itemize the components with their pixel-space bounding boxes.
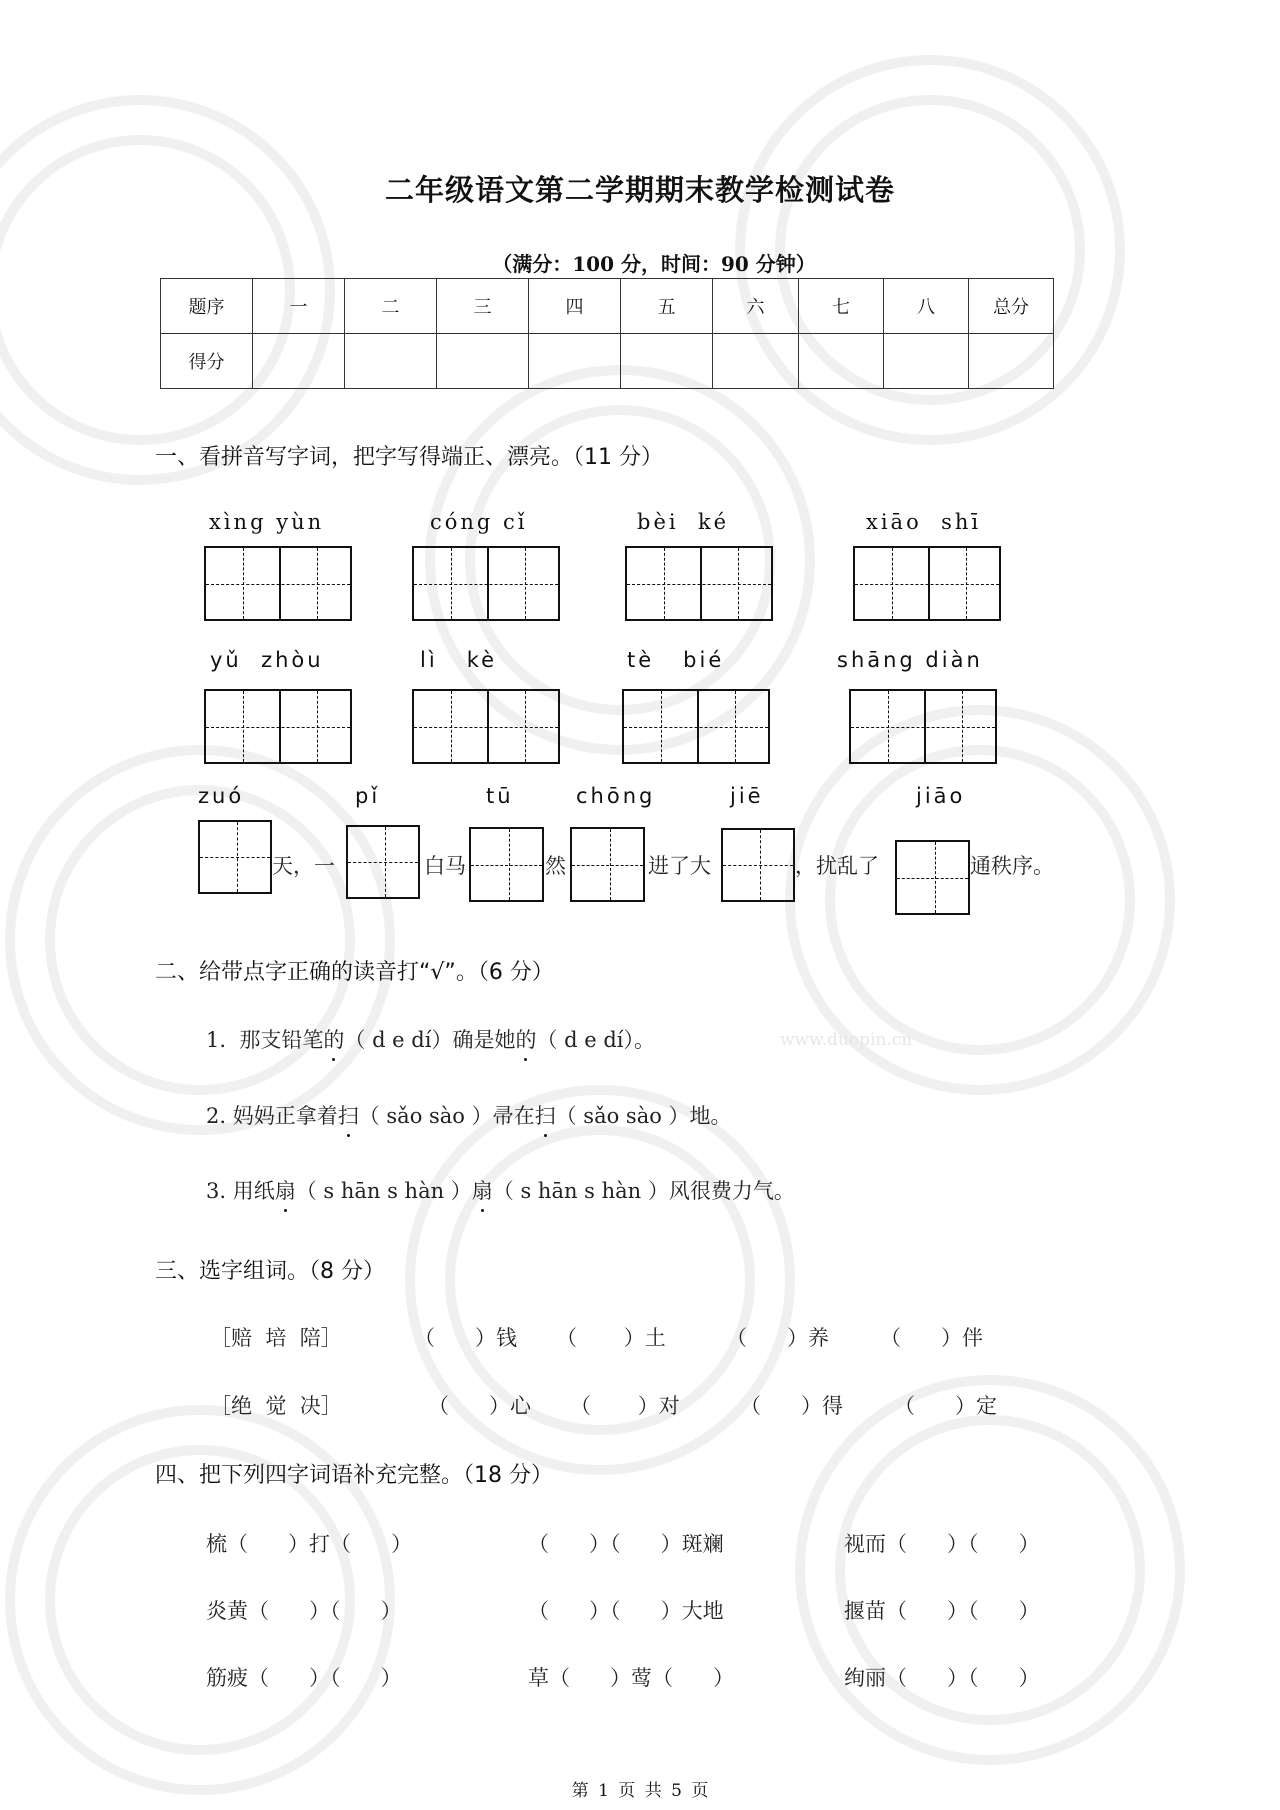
grid-guide (572, 865, 643, 866)
section4-heading: 四、把下列四字词语补充完整。（18 分） (155, 1463, 553, 1488)
option[interactable]: （ d e dí）。 (536, 1028, 656, 1052)
grid-guide (206, 727, 350, 728)
option[interactable]: （ s hān s hàn ） (295, 1179, 472, 1203)
dotted-char: 的 (515, 1028, 537, 1052)
pinyin-label: tū (486, 784, 514, 808)
dotted-char: 扇 (471, 1179, 493, 1203)
text: 3. 用纸 (206, 1179, 275, 1203)
pinyin-label: jiē (730, 784, 764, 808)
header-cell: 七 (799, 279, 884, 334)
idiom-item[interactable]: （ ）（ ）斑斓 (528, 1532, 724, 1556)
header-cell: 五 (621, 279, 713, 334)
idiom-item[interactable]: 草（ ）莺（ ） (528, 1666, 735, 1690)
header-cell: 二 (345, 279, 437, 334)
grid-guide (935, 842, 936, 913)
cell-divider (924, 691, 926, 762)
dotted-char: 扇 (274, 1179, 296, 1203)
grid-guide (200, 857, 270, 858)
pinyin-label: xiāo shī (866, 510, 982, 534)
choice-set: ［赔 培 陪］ (210, 1326, 342, 1350)
option[interactable]: （ sǎo sào ）帚在 (358, 1104, 535, 1128)
grid-guide (610, 829, 611, 900)
score-row-label: 得分 (161, 334, 253, 389)
text: 2. 妈妈正拿着 (206, 1104, 338, 1128)
blank-item[interactable]: （ ）土 (556, 1326, 666, 1350)
writing-grid[interactable] (721, 828, 795, 902)
blank-item[interactable]: （ ）养 (726, 1326, 830, 1350)
writing-grid[interactable] (198, 820, 272, 894)
page-footer: 第 1 页 共 5 页 (571, 1781, 709, 1801)
grid-guide (735, 691, 736, 762)
grid-guide (317, 548, 318, 619)
idiom-item[interactable]: 视而（ ）（ ） (844, 1532, 1040, 1556)
option[interactable]: （ sǎo sào ）地。 (555, 1104, 732, 1128)
writing-grid[interactable] (412, 689, 560, 764)
grid-guide (385, 827, 386, 897)
grid-guide (627, 584, 771, 585)
question-item-2 (206, 1100, 732, 1130)
grid-guide (414, 584, 558, 585)
exam-info: （满分：100 分，时间：90 分钟） (492, 252, 816, 276)
idiom-item[interactable]: 绚丽（ ）（ ） (844, 1666, 1040, 1690)
grid-guide (892, 548, 893, 619)
header-cell: 六 (713, 279, 799, 334)
sentence-fragment: 白马 (424, 854, 466, 878)
cell-divider (279, 548, 281, 619)
cell-divider (700, 548, 702, 619)
pinyin-label: tè bié (627, 648, 725, 672)
pinyin-label: shāng diàn (837, 648, 983, 672)
header-cell: 四 (529, 279, 621, 334)
pinyin-label: pǐ (355, 784, 381, 808)
sentence-fragment: 然 (545, 854, 566, 878)
blank-item[interactable]: （ ）伴 (880, 1326, 984, 1350)
idiom-item[interactable]: （ ）（ ）大地 (528, 1599, 724, 1623)
grid-guide (471, 865, 542, 866)
grid-guide (243, 548, 244, 619)
writing-grid[interactable] (469, 827, 544, 902)
score-cell[interactable] (529, 334, 621, 389)
question-item-1 (206, 1024, 655, 1054)
writing-grid[interactable] (346, 825, 420, 899)
section2-heading: 二、给带点字正确的读音打“√”。（6 分） (155, 960, 554, 985)
blank-item[interactable]: （ ）钱 (414, 1326, 518, 1350)
pinyin-label: zuó (198, 784, 245, 808)
writing-grid[interactable] (570, 827, 645, 902)
dotted-char: 的 (323, 1028, 345, 1052)
score-cell[interactable] (713, 334, 799, 389)
dotted-char: 扫 (337, 1104, 359, 1128)
grid-guide (888, 691, 889, 762)
page-title: 二年级语文第二学期期末教学检测试卷 (384, 173, 895, 207)
pinyin-label: chōng (576, 784, 656, 808)
idiom-item[interactable]: 筋疲（ ）（ ） (206, 1666, 402, 1690)
grid-guide (855, 584, 999, 585)
writing-grid[interactable] (895, 840, 970, 915)
grid-guide (525, 691, 526, 762)
section3-heading: 三、选字组词。（8 分） (155, 1259, 385, 1284)
idiom-item[interactable]: 揠苗（ ）（ ） (844, 1599, 1040, 1623)
score-cell[interactable] (437, 334, 529, 389)
blank-item[interactable]: （ ）心 (428, 1394, 532, 1418)
idiom-item[interactable]: 炎黄（ ）（ ） (206, 1599, 402, 1623)
grid-guide (317, 691, 318, 762)
pinyin-label: yǔ zhòu (210, 648, 324, 672)
writing-grid[interactable] (412, 546, 560, 621)
grid-guide (237, 822, 238, 892)
header-cell: 八 (884, 279, 969, 334)
pinyin-label: lì kè (420, 648, 498, 672)
header-cell: 题序 (161, 279, 253, 334)
grid-guide (738, 548, 739, 619)
grid-guide (624, 727, 768, 728)
pinyin-label: cóng cǐ (430, 510, 528, 534)
score-table-score-row (161, 334, 1054, 389)
option[interactable]: （ s hān s hàn ）风很费力气。 (492, 1179, 795, 1203)
blank-item[interactable]: （ ）得 (740, 1394, 844, 1418)
grid-guide (509, 829, 510, 900)
section1-heading: 一、看拼音写字词，把字写得端正、漂亮。（11 分） (155, 445, 663, 470)
idiom-item[interactable]: 梳（ ）打（ ） (206, 1532, 413, 1556)
choice-set: ［绝 觉 决］ (210, 1394, 342, 1418)
blank-item[interactable]: （ ）对 (570, 1394, 680, 1418)
score-cell[interactable] (969, 334, 1054, 389)
url-watermark: www.duopin.cn (780, 1030, 913, 1050)
text: 1. 那支铅笔 (206, 1028, 324, 1052)
score-cell[interactable] (345, 334, 437, 389)
score-cell[interactable] (799, 334, 884, 389)
grid-guide (897, 878, 968, 879)
grid-guide (962, 691, 963, 762)
grid-guide (451, 691, 452, 762)
score-cell[interactable] (621, 334, 713, 389)
score-cell[interactable] (884, 334, 969, 389)
score-table (160, 278, 1054, 389)
score-table-header-row (161, 279, 1054, 334)
grid-guide (451, 548, 452, 619)
header-cell: 总分 (969, 279, 1054, 334)
pinyin-label: jiāo (916, 784, 966, 808)
grid-guide (851, 727, 995, 728)
cell-divider (928, 548, 930, 619)
cell-divider (279, 691, 281, 762)
pinyin-label: bèi ké (637, 510, 730, 534)
grid-guide (966, 548, 967, 619)
header-cell: 一 (253, 279, 345, 334)
header-cell: 三 (437, 279, 529, 334)
cell-divider (697, 691, 699, 762)
grid-guide (661, 691, 662, 762)
grid-guide (206, 584, 350, 585)
sentence-fragment: ，扰乱了 (795, 854, 879, 878)
watermark-seal-ring (800, 1380, 1180, 1760)
writing-grid[interactable] (204, 546, 352, 621)
writing-grid[interactable] (625, 546, 773, 621)
writing-grid[interactable] (849, 689, 997, 764)
blank-item[interactable]: （ ）定 (894, 1394, 998, 1418)
cell-divider (487, 691, 489, 762)
grid-guide (414, 727, 558, 728)
grid-guide (243, 691, 244, 762)
grid-guide (723, 865, 793, 866)
grid-guide (664, 548, 665, 619)
writing-grid[interactable] (622, 689, 770, 764)
sentence-fragment: 通秩序。 (970, 854, 1054, 878)
cell-divider (487, 548, 489, 619)
writing-grid[interactable] (853, 546, 1001, 621)
question-item-3 (206, 1175, 795, 1205)
dotted-char: 扫 (534, 1104, 556, 1128)
watermark-seal-ring (830, 750, 1130, 1050)
sentence-fragment: 进了大 (648, 854, 711, 878)
grid-guide (348, 862, 418, 863)
pinyin-label: xìng yùn (209, 510, 325, 534)
writing-grid[interactable] (204, 689, 352, 764)
option[interactable]: （ d e dí）确是她 (344, 1028, 516, 1052)
sentence-fragment: 天，一 (272, 854, 335, 878)
grid-guide (525, 548, 526, 619)
score-cell[interactable] (253, 334, 345, 389)
grid-guide (760, 830, 761, 900)
